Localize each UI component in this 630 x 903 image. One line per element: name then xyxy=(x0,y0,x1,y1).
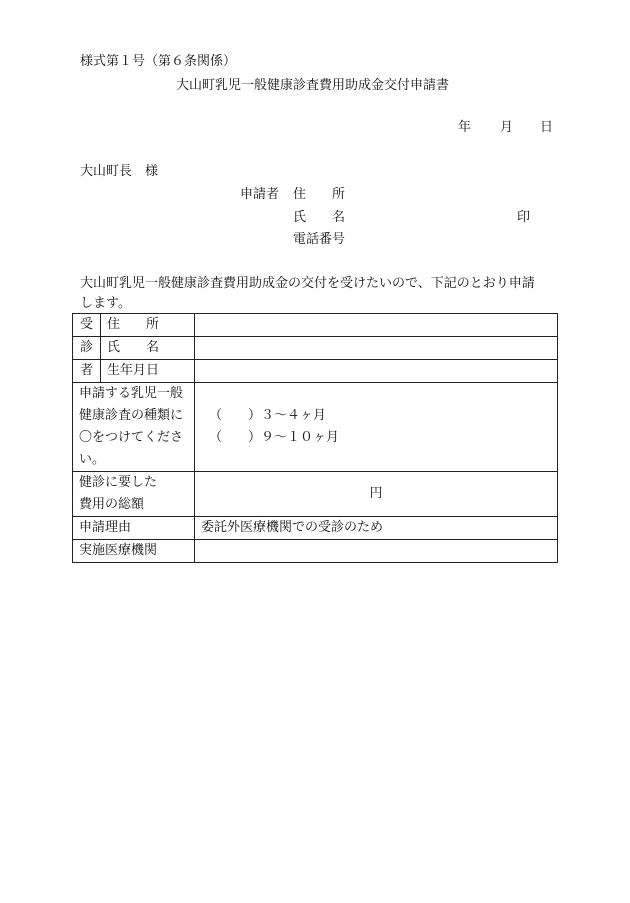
checkup-type-label-line-1: 申請する乳児一般 xyxy=(79,386,184,401)
date-day-label: 日 xyxy=(540,120,554,135)
table-row-address xyxy=(73,314,558,337)
addressee: 大山町長 様 xyxy=(80,164,159,179)
name-label-1: 氏 xyxy=(107,340,121,355)
address-label xyxy=(101,314,195,337)
form-number: 様式第１号（第６条関係） xyxy=(80,54,237,69)
applicant-address-label-2: 所 xyxy=(332,187,346,202)
name-value-cell[interactable] xyxy=(195,337,558,360)
body-text-line-1: 大山町乳児一般健康診査費用助成金の交付を受けたいので、下記のとおり申請 xyxy=(80,276,535,291)
total-cost-label-line-2: 費用の総額 xyxy=(79,497,145,512)
table-row-reason xyxy=(73,517,558,540)
address-label-1: 住 xyxy=(107,317,121,332)
table-row-birthdate xyxy=(73,360,558,383)
table-row-total-cost xyxy=(73,472,558,517)
applicant-address-label-1: 住 xyxy=(293,187,307,202)
date-year-label: 年 xyxy=(458,120,472,135)
checkup-type-label-line-3: 〇をつけてくださ xyxy=(79,430,184,445)
application-table xyxy=(72,313,558,563)
checkup-type-options-cell xyxy=(195,383,558,472)
subject-char-2: 診 xyxy=(73,337,101,360)
applicant-phone-label: 電話番号 xyxy=(293,232,346,247)
applicant-label: 申請者 xyxy=(240,187,280,202)
reason-value: 委託外医療機関での受診のため xyxy=(195,517,558,540)
checkup-option-9-10-months[interactable]: （ ）９～１０ヶ月 xyxy=(209,430,340,445)
total-cost-label-line-1: 健診に要した xyxy=(79,475,158,490)
birthdate-value-cell[interactable] xyxy=(195,360,558,383)
yen-unit: 円 xyxy=(369,486,383,501)
total-cost-value-cell[interactable] xyxy=(195,472,558,517)
seal-mark: 印 xyxy=(517,210,531,225)
applicant-name-label-2: 名 xyxy=(332,210,346,225)
subject-char-3: 者 xyxy=(73,360,101,383)
institution-label: 実施医療機関 xyxy=(73,540,195,563)
checkup-type-label-line-2: 健康診査の種類に xyxy=(79,408,184,423)
checkup-type-label xyxy=(73,383,195,472)
date-month-label: 月 xyxy=(500,120,514,135)
table-row-institution xyxy=(73,540,558,563)
reason-label: 申請理由 xyxy=(73,517,195,540)
institution-value-cell[interactable] xyxy=(195,540,558,563)
name-label xyxy=(101,337,195,360)
subject-char-1: 受 xyxy=(73,314,101,337)
checkup-option-3-4-months[interactable]: （ ）３～４ヶ月 xyxy=(209,408,327,423)
checkup-type-label-line-4: い。 xyxy=(79,452,106,467)
body-text-line-2: します。 xyxy=(80,296,131,311)
table-row-checkup-type xyxy=(73,383,558,472)
name-label-2: 名 xyxy=(146,340,160,355)
applicant-name-label-1: 氏 xyxy=(293,210,307,225)
total-cost-label xyxy=(73,472,195,517)
birthdate-label: 生年月日 xyxy=(101,360,195,383)
address-value-cell[interactable] xyxy=(195,314,558,337)
page-title: 大山町乳児一般健康診査費用助成金交付申請書 xyxy=(176,78,450,93)
table-row-name xyxy=(73,337,558,360)
address-label-2: 所 xyxy=(146,317,160,332)
